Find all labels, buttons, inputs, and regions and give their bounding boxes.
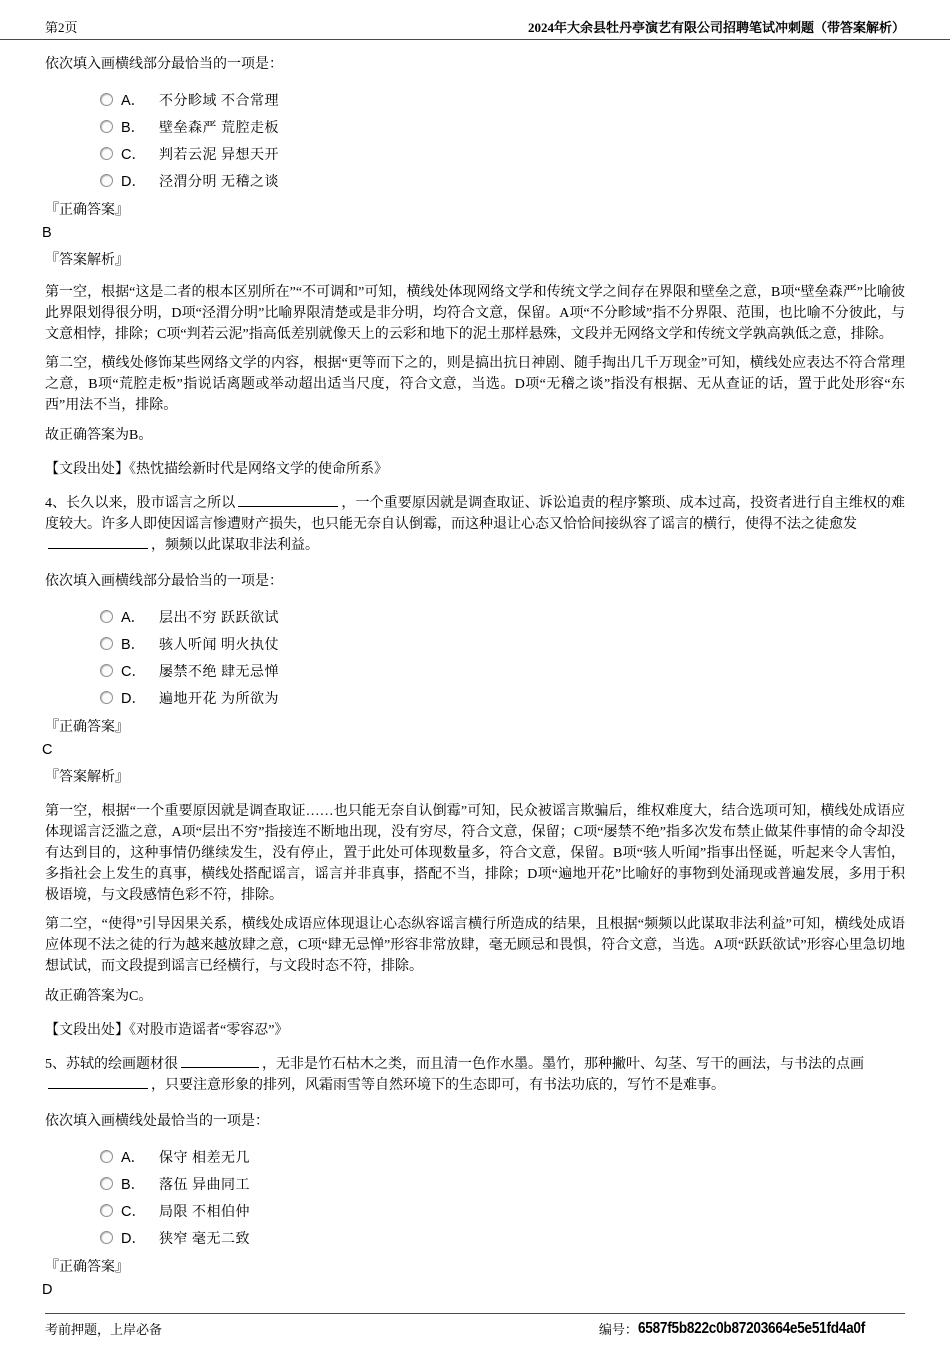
page-number: 第2页	[45, 20, 78, 35]
q3-prompt: 依次填入画横线部分最恰当的一项是：	[45, 57, 283, 72]
q4-conclusion: 故正确答案为C。	[45, 989, 153, 1004]
radio-button[interactable]	[100, 120, 113, 133]
q4-option-d[interactable]	[100, 684, 905, 711]
option-text: 保守 相差无几	[159, 1150, 250, 1166]
option-letter: B．	[121, 120, 146, 136]
q5-option-b[interactable]	[100, 1170, 905, 1197]
q4-analysis-paragraph-1: 第一空，根据“一个重要原因就是调查取证……也只能无奈自认倒霉”可知，民众被谣言欺骗后，维权难度大，结合选项可知，横线处成语应体现谣言泛滥之意，A项“层出不穷”指接连不断地出现，没有穷尽，符合文意，保留；C项“屡禁不绝”指多次发布禁止做某件事情的命令却没有达到目的，这种事情仍继续发生，没有停止，置于此处可体现数量多，符合文意，保留。B项“骇人听闻”指事出怪诞，听起来令人害怕，多指社会上发生的真事，横线处搭配谣言，谣言并非真事，搭配不当，排除；D项“遍地开花”比喻好的事物到处涌现或普遍发展，多用于积极语境，与文段感情色彩不符，排除。	[45, 804, 905, 903]
option-text: 局限 不相伯仲	[159, 1204, 250, 1220]
q5-answer: D	[42, 1282, 53, 1298]
blank-underline	[181, 1054, 259, 1068]
q4-source: 【文段出处】《对股市造谣者“零容忍”》	[45, 1023, 289, 1038]
q4-option-a[interactable]	[100, 603, 905, 630]
q3-options	[45, 86, 905, 194]
q5-stem-text-2: ，无非是竹石枯木之类，而且清一色作水墨。墨竹，那种撇叶、勾茎、写干的画法，与书法的点画	[262, 1057, 864, 1072]
option-letter: C．	[121, 147, 146, 163]
option-text: 不分畛域 不合常理	[159, 93, 279, 109]
radio-button[interactable]	[100, 1204, 113, 1217]
radio-button[interactable]	[100, 610, 113, 623]
radio-button[interactable]	[100, 1150, 113, 1163]
q3-option-b[interactable]	[100, 113, 905, 140]
q5-option-d[interactable]	[100, 1224, 905, 1251]
option-text: 遍地开花 为所欲为	[159, 691, 279, 707]
option-letter: C．	[121, 1204, 146, 1220]
q5-answer-label: 『正确答案』	[45, 1260, 129, 1275]
q4-options	[45, 603, 905, 711]
option-text: 狭窄 毫无二致	[159, 1231, 250, 1247]
option-letter: B．	[121, 1177, 146, 1193]
q5-prompt: 依次填入画横线处最恰当的一项是：	[45, 1114, 269, 1129]
q3-analysis-label: 『答案解析』	[45, 253, 129, 268]
q3-option-c[interactable]	[100, 140, 905, 167]
option-text: 屡禁不绝 肆无忌惮	[159, 664, 279, 680]
radio-button[interactable]	[100, 637, 113, 650]
option-text: 泾渭分明 无稽之谈	[159, 174, 279, 190]
q4-option-c[interactable]	[100, 657, 905, 684]
q3-answer: B	[42, 225, 52, 241]
q5-stem-text-1: 5、苏轼的绘画题材很	[45, 1057, 178, 1072]
option-text: 落伍 异曲同工	[159, 1177, 250, 1193]
radio-button[interactable]	[100, 1177, 113, 1190]
serial-number: 6587f5b822c0b87203664e5e51fd4a0f	[637, 1319, 865, 1337]
q4-stem-text-1: 4、长久以来，股市谣言之所以	[45, 496, 236, 511]
q4-prompt: 依次填入画横线部分最恰当的一项是：	[45, 574, 283, 589]
footer-slogan: 考前押题，上岸必备	[45, 1322, 163, 1337]
option-letter: D．	[121, 174, 146, 190]
option-letter: D．	[121, 1231, 146, 1247]
option-letter: A．	[121, 1150, 146, 1166]
q4-stem-text-2: ，一个重要原因就是调查取证、诉讼追责的程序繁琐、成本过高，投资者进行自主维权的难度较大。许多人即使因谣言惨遭财产损失，也只能无奈自认倒霉，而这种退让心态又恰恰间接纵容了谣言的横行，使得不法之徒愈发	[45, 496, 905, 532]
radio-button[interactable]	[100, 174, 113, 187]
q4-analysis-label: 『答案解析』	[45, 770, 129, 785]
page-footer	[45, 1313, 905, 1338]
radio-button[interactable]	[100, 664, 113, 677]
q3-conclusion: 故正确答案为B。	[45, 428, 153, 443]
q5-option-a[interactable]	[100, 1143, 905, 1170]
q3-analysis-paragraph-2: 第二空，横线处修饰某些网络文学的内容，根据“更等而下之的，则是搞出抗日神剧、随手掏出几千万现金”可知，横线处应表达不符合常理之意，B项“荒腔走板”指说话离题或举动超出适当尺度，符合文意，当选。D项“无稽之谈”指没有根据、无从查证的话，置于此处形容“东西”用法不当，排除。	[45, 356, 905, 413]
option-letter: A．	[121, 610, 146, 626]
option-letter: A．	[121, 93, 146, 109]
q4-option-b[interactable]	[100, 630, 905, 657]
q4-answer-label: 『正确答案』	[45, 720, 129, 735]
q4-answer: C	[42, 742, 53, 758]
page-header	[0, 0, 950, 40]
radio-button[interactable]	[100, 1231, 113, 1244]
blank-underline	[48, 1075, 148, 1089]
radio-button[interactable]	[100, 691, 113, 704]
serial-label: 编号：	[598, 1322, 638, 1337]
option-text: 壁垒森严 荒腔走板	[159, 120, 279, 136]
option-text: 骇人听闻 明火执仗	[159, 637, 279, 653]
blank-underline	[238, 493, 338, 507]
q4-stem	[45, 493, 905, 556]
q4-stem-text-3: ，频频以此谋取非法利益。	[151, 538, 319, 553]
option-text: 判若云泥 异想天开	[159, 147, 279, 163]
serial-number-block	[599, 1319, 905, 1338]
option-letter: C．	[121, 664, 146, 680]
q3-option-a[interactable]	[100, 86, 905, 113]
page-content	[0, 41, 950, 1301]
q3-source: 【文段出处】《热忱描绘新时代是网络文学的使命所系》	[45, 462, 388, 477]
q3-analysis-paragraph-1: 第一空，根据“这是二者的根本区别所在”“不可调和”可知，横线处体现网络文学和传统文学之间存在界限和壁垒之意，B项“壁垒森严”比喻彼此界限划得很分明，D项“泾渭分明”比喻界限清楚或是非分明，均符合文意，保留。A项“不分畛域”指不分界限、范围，也比喻不分彼此，与文意相悖，排除；C项“判若云泥”指高低差别就像天上的云彩和地下的泥土那样悬殊，文段并无网络文学和传统文学孰高孰低之意，排除。	[45, 285, 905, 342]
radio-button[interactable]	[100, 93, 113, 106]
q4-analysis-paragraph-2: 第二空，“使得”引导因果关系，横线处成语应体现退让心态纵容谣言横行所造成的结果，且根据“频频以此谋取非法利益”可知，横线处成语应体现不法之徒的行为越来越放肆之意，C项“肆无忌惮”形容非常放肆，毫无顾忌和畏惧，符合文意，当选。A项“跃跃欲试”形容心里急切地想试试，而文段提到谣言已经横行，与文段时态不符，排除。	[45, 917, 905, 974]
radio-button[interactable]	[100, 147, 113, 160]
option-letter: D．	[121, 691, 146, 707]
option-letter: B．	[121, 637, 146, 653]
q5-option-c[interactable]	[100, 1197, 905, 1224]
option-text: 层出不穷 跃跃欲试	[159, 610, 279, 626]
blank-underline	[48, 535, 148, 549]
q3-option-d[interactable]	[100, 167, 905, 194]
q3-answer-label: 『正确答案』	[45, 203, 129, 218]
q5-options	[45, 1143, 905, 1251]
document-title: 2024年大余县牡丹亭演艺有限公司招聘笔试冲刺题（带答案解析）	[527, 20, 905, 35]
q5-stem-text-3: ，只要注意形象的排列，风霜雨雪等自然环境下的生态即可，有书法功底的，写竹不是难事。	[151, 1078, 725, 1093]
q5-stem	[45, 1054, 905, 1096]
